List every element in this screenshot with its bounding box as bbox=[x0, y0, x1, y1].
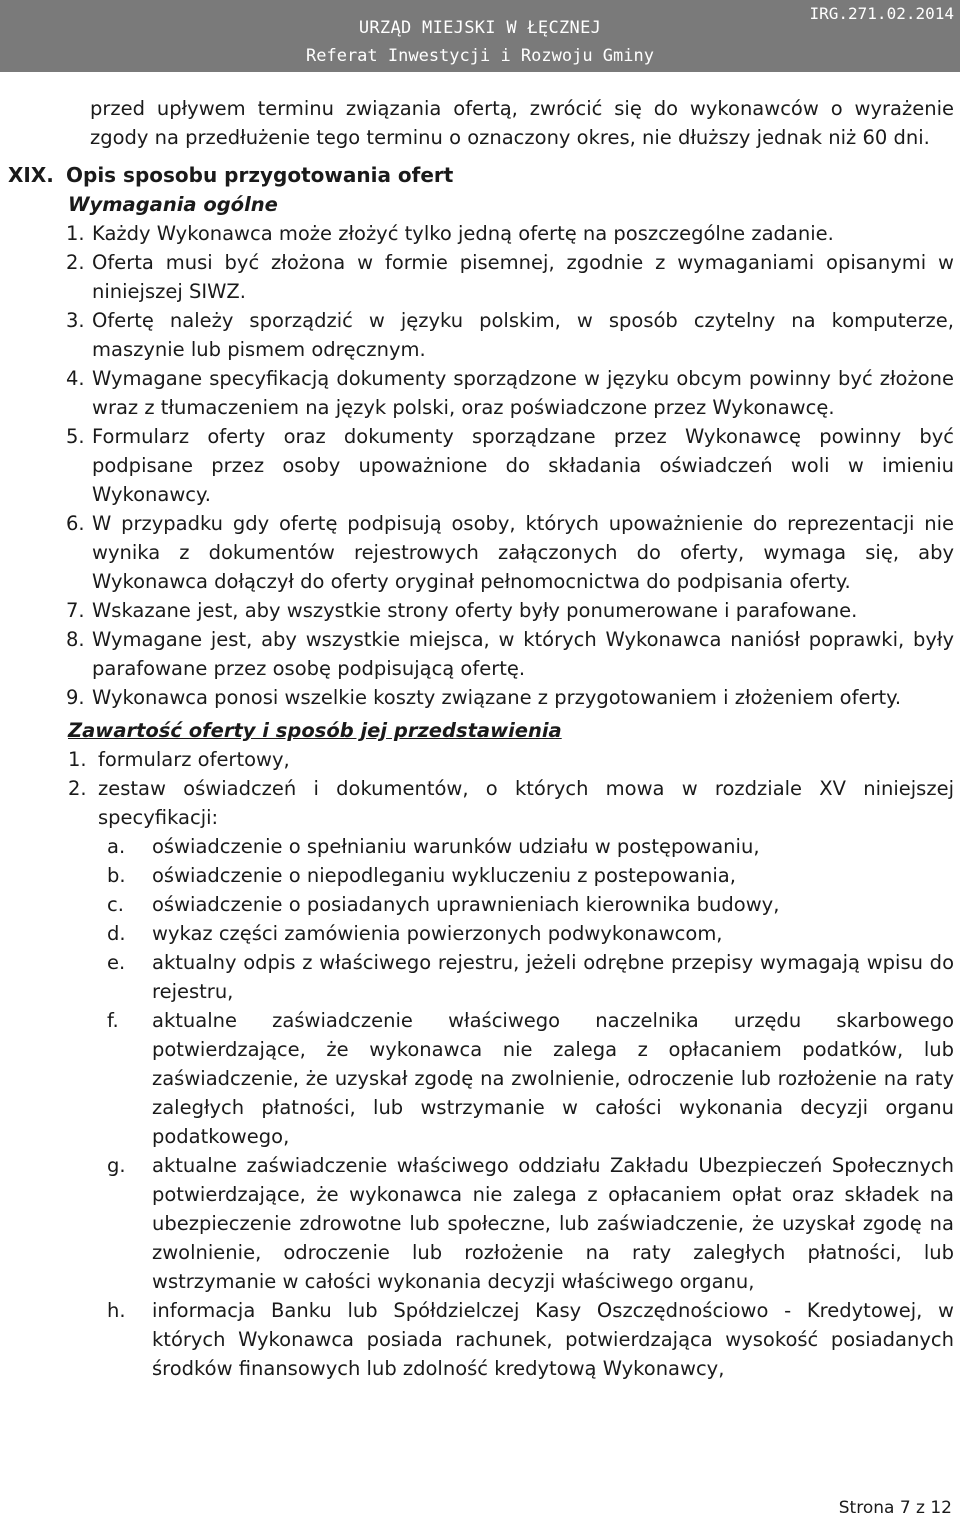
general-requirements-heading: Wymagania ogólne bbox=[68, 193, 278, 216]
sublist-item-text: oświadczenie o spełnianiu warunków udziału w postępowaniu, bbox=[152, 835, 760, 858]
sublist-item-letter: d. bbox=[107, 922, 126, 945]
sublist-item-text: wykaz części zamówienia powierzonych podwykonawcom, bbox=[152, 922, 723, 945]
list-item-number: 4. bbox=[66, 367, 85, 390]
document-code: IRG.271.02.2014 bbox=[809, 4, 954, 23]
sublist-item-letter: f. bbox=[107, 1009, 119, 1032]
intro-paragraph: przed upływem terminu związania ofertą, zwrócić się do wykonawców o wyrażenie zgody na przedłużenie tego terminu o oznaczony okres, nie dłuższy jednak niż 60 dni. bbox=[90, 97, 954, 149]
list-item bbox=[66, 422, 954, 509]
general-requirements-list bbox=[66, 219, 954, 712]
sublist-item bbox=[107, 1296, 954, 1383]
sublist-item bbox=[107, 890, 954, 919]
sublist-item-text: oświadczenie o niepodleganiu wykluczeniu z postepowania, bbox=[152, 864, 736, 887]
sublist-item-letter: g. bbox=[107, 1154, 126, 1177]
sublist-item-text: informacja Banku lub Spółdzielczej Kasy Oszczędnościowo - Kredytowej, w których Wykonawca posiada rachunek, potwierdzająca wysokość posiadanych środków finansowych lub zdolność kredytową Wykonawcy, bbox=[152, 1299, 954, 1380]
sublist-item-letter: h. bbox=[107, 1299, 126, 1322]
list-item-text: Wymagane jest, aby wszystkie miejsca, w których Wykonawca naniósł poprawki, były parafowane przez osobę podpisującą ofertę. bbox=[92, 628, 954, 680]
sublist-item-letter: a. bbox=[107, 835, 126, 858]
sublist-item-text: oświadczenie o posiadanych uprawnieniach kierownika budowy, bbox=[152, 893, 780, 916]
list-item bbox=[66, 306, 954, 364]
list-item-text: Każdy Wykonawca może złożyć tylko jedną ofertę na poszczególne zadanie. bbox=[92, 222, 834, 245]
sublist-item-letter: c. bbox=[107, 893, 124, 916]
offer-content-list bbox=[66, 745, 954, 1383]
list-item-text: Wymagane specyfikacją dokumenty sporządzone w języku obcym powinny być złożone wraz z tłumaczeniem na język polski, oraz poświadczone przez Wykonawcę. bbox=[92, 367, 954, 419]
list-item-text: Wykonawca ponosi wszelkie koszty związane z przygotowaniem i złożeniem oferty. bbox=[92, 686, 902, 709]
sublist-item bbox=[107, 861, 954, 890]
header-department-name: Referat Inwestycji i Rozwoju Gminy bbox=[306, 46, 654, 66]
list-item bbox=[66, 364, 954, 422]
page-header bbox=[0, 0, 960, 72]
list-item-text: Oferta musi być złożona w formie pisemnej, zgodnie z wymaganiami opisanymi w niniejszej SIWZ. bbox=[92, 251, 954, 303]
section-number: XIX. bbox=[8, 163, 54, 187]
offer-content-heading: Zawartość oferty i sposób jej przedstawienia bbox=[68, 719, 562, 742]
list-item-text: Formularz oferty oraz dokumenty sporządzane przez Wykonawcę powinny być podpisane przez osoby upoważnione do składania oświadczeń woli w imieniu Wykonawcy. bbox=[92, 425, 954, 506]
documents-sublist bbox=[98, 832, 954, 1383]
sublist-item bbox=[107, 1151, 954, 1296]
list-item-text: formularz ofertowy, bbox=[98, 748, 290, 771]
sublist-item bbox=[107, 948, 954, 1006]
list-item bbox=[66, 774, 954, 1383]
sublist-item-text: aktualne zaświadczenie właściwego naczelnika urzędu skarbowego potwierdzające, że wykonawca nie zalega z opłacaniem podatków, lub zaświadczenie, że uzyskał zgodę na zwolnienie, odroczenie lub rozłożenie na raty zaległych płatności, lub wstrzymanie w całości wykonania decyzji organu podatkowego, bbox=[152, 1009, 954, 1148]
list-item-text: Wskazane jest, aby wszystkie strony oferty były ponumerowane i parafowane. bbox=[92, 599, 858, 622]
header-office-name: URZĄD MIEJSKI W ŁĘCZNEJ bbox=[358, 18, 602, 38]
sublist-item bbox=[107, 832, 954, 861]
list-item-text: Ofertę należy sporządzić w języku polskim, w sposób czytelny na komputerze, maszynie lub pismem odręcznym. bbox=[92, 309, 954, 361]
list-item-number: 2. bbox=[68, 777, 87, 800]
section-title: Opis sposobu przygotowania ofert bbox=[66, 163, 454, 187]
list-item-text: zestaw oświadczeń i dokumentów, o których mowa w rozdziale XV niniejszej specyfikacji: bbox=[98, 777, 954, 829]
list-item bbox=[66, 509, 954, 596]
list-item bbox=[66, 596, 954, 625]
section-heading bbox=[8, 161, 954, 190]
sublist-item-letter: e. bbox=[107, 951, 126, 974]
list-item-text: W przypadku gdy ofertę podpisują osoby, których upoważnienie do reprezentacji nie wynika z dokumentów rejestrowych załączonych do oferty, wymaga się, aby Wykonawca dołączył do oferty oryginał pełnomocnictwa do podpisania oferty. bbox=[92, 512, 954, 593]
list-item bbox=[66, 248, 954, 306]
list-item bbox=[66, 625, 954, 683]
list-item-number: 9. bbox=[66, 686, 85, 709]
list-item-number: 1. bbox=[68, 748, 87, 771]
list-item-number: 5. bbox=[66, 425, 85, 448]
sublist-item bbox=[107, 1006, 954, 1151]
page-number: Strona 7 z 12 bbox=[838, 1498, 952, 1518]
list-item-number: 2. bbox=[66, 251, 85, 274]
list-item-number: 1. bbox=[66, 222, 85, 245]
list-item bbox=[66, 219, 954, 248]
sublist-item-letter: b. bbox=[107, 864, 126, 887]
sublist-item bbox=[107, 919, 954, 948]
list-item-number: 6. bbox=[66, 512, 85, 535]
document-body bbox=[8, 94, 954, 1383]
list-item-number: 3. bbox=[66, 309, 85, 332]
list-item-number: 7. bbox=[66, 599, 85, 622]
sublist-item-text: aktualne zaświadczenie właściwego oddziału Zakładu Ubezpieczeń Społecznych potwierdzające, że wykonawca nie zalega z opłacaniem opłat oraz składek na ubezpieczenie zdrowotne lub społeczne, lub zaświadczenie, że uzyskał zgodę na zwolnienie, odroczenie lub rozłożenie na raty zaległych płatności, lub wstrzymanie w całości wykonania decyzji właściwego organu, bbox=[152, 1154, 954, 1293]
list-item-number: 8. bbox=[66, 628, 85, 651]
sublist-item-text: aktualny odpis z właściwego rejestru, jeżeli odrębne przepisy wymagają wpisu do rejestru, bbox=[152, 951, 954, 1003]
list-item bbox=[66, 745, 954, 774]
list-item bbox=[66, 683, 954, 712]
